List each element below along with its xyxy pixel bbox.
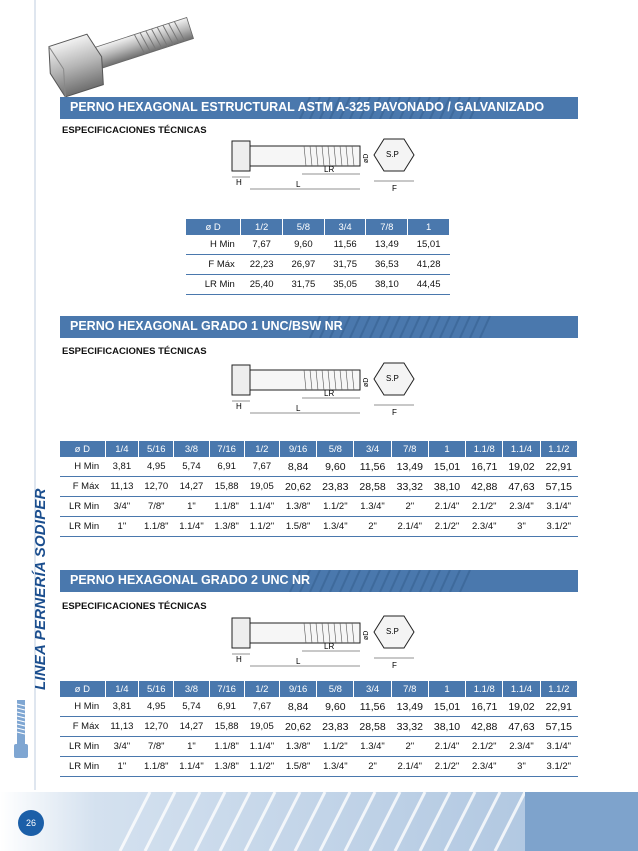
spec-table-grado-2 <box>60 681 578 777</box>
section-title: PERNO HEXAGONAL GRADO 1 UNC/BSW NR <box>70 319 343 333</box>
row-header: F Máx <box>60 717 105 737</box>
table-cell: 38,10 <box>428 477 465 497</box>
column-header: 1.1/2 <box>540 441 577 457</box>
table-cell: 1.1/2" <box>244 517 279 537</box>
table-cell: 36,53 <box>366 255 408 275</box>
table-cell: 26,97 <box>283 255 325 275</box>
bolt-diagram <box>226 357 426 422</box>
row-header: LR Min <box>60 737 105 757</box>
table-row <box>60 477 578 497</box>
column-header: 7/8 <box>391 681 428 697</box>
label-l: L <box>296 657 301 666</box>
table-cell: 1.3/8" <box>279 737 316 757</box>
label-lr: LR <box>324 165 335 174</box>
table-cell: 3.1/4" <box>540 737 577 757</box>
spec-label: ESPECIFICACIONES TÉCNICAS <box>62 346 207 357</box>
row-header: H Min <box>60 697 105 717</box>
table-cell: 35,05 <box>324 275 366 295</box>
table-cell: 15,01 <box>428 457 465 477</box>
table-cell: 8,84 <box>279 697 316 717</box>
table-row <box>186 275 450 295</box>
table-cell: 2" <box>354 517 391 537</box>
section-header-grado-1 <box>60 316 578 338</box>
column-header: 1 <box>428 681 465 697</box>
column-header: 5/16 <box>139 441 174 457</box>
column-header: 3/4 <box>354 681 391 697</box>
label-od: øD <box>363 377 370 387</box>
table-cell: 3,81 <box>105 457 139 477</box>
bolt-icon <box>14 700 28 760</box>
table-cell: 57,15 <box>540 717 577 737</box>
table-cell: 14,27 <box>174 477 209 497</box>
column-header: 7/16 <box>209 441 244 457</box>
spec-label: ESPECIFICACIONES TÉCNICAS <box>62 601 207 612</box>
table-cell: 47,63 <box>503 717 540 737</box>
table-cell: 2" <box>391 497 428 517</box>
table-cell: 3/4" <box>105 497 139 517</box>
table-cell: 3" <box>503 757 540 777</box>
table-header-row <box>60 681 578 697</box>
column-header-diameter: ø D <box>60 441 105 457</box>
table-cell: 2" <box>391 737 428 757</box>
table-cell: 31,75 <box>283 275 325 295</box>
table-cell: 1.3/8" <box>209 757 244 777</box>
table-cell: 2.1/4" <box>391 517 428 537</box>
table-cell: 19,05 <box>244 717 279 737</box>
column-header: 1/2 <box>244 441 279 457</box>
table-cell: 3.1/2" <box>540 757 577 777</box>
spec-table-astm-a325 <box>186 219 450 295</box>
table-cell: 9,60 <box>317 457 354 477</box>
bottom-decoration <box>0 792 638 851</box>
table-cell: 23,83 <box>317 717 354 737</box>
table-cell: 20,62 <box>279 717 316 737</box>
table-row <box>60 517 578 537</box>
table-cell: 2.1/4" <box>428 737 465 757</box>
table-cell: 2.1/4" <box>391 757 428 777</box>
label-lr: LR <box>324 642 335 651</box>
column-header: 1/2 <box>244 681 279 697</box>
column-header: 1 <box>408 219 450 235</box>
table-cell: 1.1/8" <box>139 757 174 777</box>
table-cell: 11,56 <box>354 697 391 717</box>
table-cell: 1.1/2" <box>244 757 279 777</box>
head-mark: S.P <box>386 627 399 636</box>
table-cell: 2.1/4" <box>428 497 465 517</box>
table-cell: 20,62 <box>279 477 316 497</box>
table-cell: 3,81 <box>105 697 139 717</box>
table-cell: 9,60 <box>317 697 354 717</box>
table-cell: 1.1/8" <box>209 497 244 517</box>
table-cell: 2.3/4" <box>503 737 540 757</box>
table-row <box>60 717 578 737</box>
table-cell: 1.5/8" <box>279 757 316 777</box>
table-row <box>186 235 450 255</box>
table-row <box>186 255 450 275</box>
table-cell: 1.1/4" <box>174 517 209 537</box>
row-header: H Min <box>186 235 241 255</box>
table-cell: 7/8" <box>139 497 174 517</box>
table-cell: 16,71 <box>466 697 503 717</box>
table-row <box>60 697 578 717</box>
table-cell: 1.1/4" <box>174 757 209 777</box>
table-cell: 33,32 <box>391 717 428 737</box>
column-header: 1/2 <box>241 219 283 235</box>
table-cell: 1" <box>105 757 139 777</box>
table-cell: 1" <box>174 497 209 517</box>
column-header: 5/8 <box>317 681 354 697</box>
table-cell: 25,40 <box>241 275 283 295</box>
column-header-diameter: ø D <box>186 219 241 235</box>
table-cell: 2.3/4" <box>503 497 540 517</box>
table-header-row <box>60 441 578 457</box>
column-header: 9/16 <box>279 681 316 697</box>
table-cell: 31,75 <box>324 255 366 275</box>
table-cell: 4,95 <box>139 697 174 717</box>
column-header: 1.1/8 <box>466 441 503 457</box>
table-row <box>60 737 578 757</box>
table-cell: 3" <box>503 517 540 537</box>
row-header: LR Min <box>60 757 105 777</box>
sidebar-brand-title: LINEA PERNERÍA SODIPER <box>32 488 49 690</box>
table-cell: 19,02 <box>503 697 540 717</box>
table-cell: 1.3/4" <box>317 517 354 537</box>
table-cell: 1.1/8" <box>209 737 244 757</box>
table-cell: 5,74 <box>174 457 209 477</box>
table-cell: 38,10 <box>428 717 465 737</box>
table-cell: 15,01 <box>408 235 450 255</box>
table-cell: 33,32 <box>391 477 428 497</box>
table-cell: 4,95 <box>139 457 174 477</box>
table-cell: 38,10 <box>366 275 408 295</box>
table-cell: 2.1/2" <box>428 517 465 537</box>
table-cell: 1" <box>174 737 209 757</box>
spec-label: ESPECIFICACIONES TÉCNICAS <box>62 125 207 136</box>
head-mark: S.P <box>386 374 399 383</box>
table-row <box>60 457 578 477</box>
table-cell: 7,67 <box>241 235 283 255</box>
table-cell: 12,70 <box>139 717 174 737</box>
table-cell: 1.1/4" <box>244 497 279 517</box>
row-header: H Min <box>60 457 105 477</box>
label-h: H <box>236 402 242 411</box>
table-row <box>60 757 578 777</box>
row-header: F Máx <box>60 477 105 497</box>
column-header: 9/16 <box>279 441 316 457</box>
table-cell: 11,56 <box>354 457 391 477</box>
table-cell: 14,27 <box>174 717 209 737</box>
column-header: 1.1/2 <box>540 681 577 697</box>
table-cell: 42,88 <box>466 477 503 497</box>
label-f: F <box>392 184 397 193</box>
table-cell: 1.1/4" <box>244 737 279 757</box>
table-cell: 7,67 <box>244 697 279 717</box>
section-title: PERNO HEXAGONAL GRADO 2 UNC NR <box>70 573 311 587</box>
table-cell: 28,58 <box>354 477 391 497</box>
table-row <box>60 497 578 517</box>
column-header: 1.1/4 <box>503 441 540 457</box>
table-cell: 22,91 <box>540 457 577 477</box>
label-f: F <box>392 661 397 670</box>
column-header: 1.1/8 <box>466 681 503 697</box>
label-od: øD <box>363 630 370 640</box>
table-cell: 15,88 <box>209 717 244 737</box>
section-title: PERNO HEXAGONAL ESTRUCTURAL ASTM A-325 PAVONADO / GALVANIZADO <box>70 100 545 114</box>
table-header-row <box>186 219 450 235</box>
table-cell: 23,83 <box>317 477 354 497</box>
table-cell: 3/4" <box>105 737 139 757</box>
spec-table-grado-1 <box>60 441 578 537</box>
table-cell: 16,71 <box>466 457 503 477</box>
label-l: L <box>296 404 301 413</box>
table-cell: 1.3/4" <box>317 757 354 777</box>
column-header: 7/16 <box>209 681 244 697</box>
table-cell: 22,91 <box>540 697 577 717</box>
table-cell: 8,84 <box>279 457 316 477</box>
section-header-grado-2 <box>60 570 578 592</box>
label-od: øD <box>363 153 370 163</box>
table-cell: 19,02 <box>503 457 540 477</box>
table-cell: 15,01 <box>428 697 465 717</box>
column-header: 3/8 <box>174 681 209 697</box>
table-cell: 1.5/8" <box>279 517 316 537</box>
column-header: 7/8 <box>366 219 408 235</box>
column-header: 7/8 <box>391 441 428 457</box>
column-header: 3/8 <box>174 441 209 457</box>
table-cell: 1.1/2" <box>317 497 354 517</box>
table-cell: 2.1/2" <box>466 737 503 757</box>
table-cell: 44,45 <box>408 275 450 295</box>
table-cell: 2.3/4" <box>466 757 503 777</box>
column-header: 3/4 <box>324 219 366 235</box>
table-cell: 57,15 <box>540 477 577 497</box>
table-cell: 11,13 <box>105 717 139 737</box>
row-header: F Máx <box>186 255 241 275</box>
row-header: LR Min <box>186 275 241 295</box>
label-h: H <box>236 655 242 664</box>
column-header: 5/16 <box>139 681 174 697</box>
table-cell: 12,70 <box>139 477 174 497</box>
table-cell: 2.1/2" <box>466 497 503 517</box>
table-cell: 1.1/2" <box>317 737 354 757</box>
table-cell: 13,49 <box>391 457 428 477</box>
column-header: 3/4 <box>354 441 391 457</box>
table-cell: 1" <box>105 517 139 537</box>
table-cell: 2.1/2" <box>428 757 465 777</box>
column-header: 1/4 <box>105 681 139 697</box>
row-header: LR Min <box>60 497 105 517</box>
table-cell: 47,63 <box>503 477 540 497</box>
table-cell: 9,60 <box>283 235 325 255</box>
head-mark: S.P <box>386 150 399 159</box>
table-cell: 1.3/4" <box>354 737 391 757</box>
column-header: 5/8 <box>283 219 325 235</box>
column-header-diameter: ø D <box>60 681 105 697</box>
table-cell: 1.3/8" <box>209 517 244 537</box>
table-cell: 1.3/4" <box>354 497 391 517</box>
table-cell: 13,49 <box>366 235 408 255</box>
page-number: 26 <box>18 810 44 836</box>
table-cell: 2.3/4" <box>466 517 503 537</box>
table-cell: 3.1/2" <box>540 517 577 537</box>
bolt-photo <box>40 0 200 105</box>
label-f: F <box>392 408 397 417</box>
table-cell: 3.1/4" <box>540 497 577 517</box>
table-cell: 22,23 <box>241 255 283 275</box>
table-cell: 1.1/8" <box>139 517 174 537</box>
column-header: 1 <box>428 441 465 457</box>
table-cell: 13,49 <box>391 697 428 717</box>
table-cell: 6,91 <box>209 697 244 717</box>
label-l: L <box>296 180 301 189</box>
bolt-diagram <box>226 133 426 198</box>
column-header: 1.1/4 <box>503 681 540 697</box>
table-cell: 42,88 <box>466 717 503 737</box>
column-header: 5/8 <box>317 441 354 457</box>
label-h: H <box>236 178 242 187</box>
row-header: LR Min <box>60 517 105 537</box>
label-lr: LR <box>324 389 335 398</box>
table-cell: 2" <box>354 757 391 777</box>
table-cell: 28,58 <box>354 717 391 737</box>
table-cell: 7,67 <box>244 457 279 477</box>
table-cell: 5,74 <box>174 697 209 717</box>
table-cell: 7/8" <box>139 737 174 757</box>
table-cell: 15,88 <box>209 477 244 497</box>
table-cell: 19,05 <box>244 477 279 497</box>
table-cell: 6,91 <box>209 457 244 477</box>
bolt-diagram <box>226 610 426 675</box>
table-cell: 41,28 <box>408 255 450 275</box>
section-header-astm-a325 <box>60 97 578 119</box>
table-cell: 11,13 <box>105 477 139 497</box>
table-cell: 11,56 <box>324 235 366 255</box>
table-cell: 1.3/8" <box>279 497 316 517</box>
column-header: 1/4 <box>105 441 139 457</box>
